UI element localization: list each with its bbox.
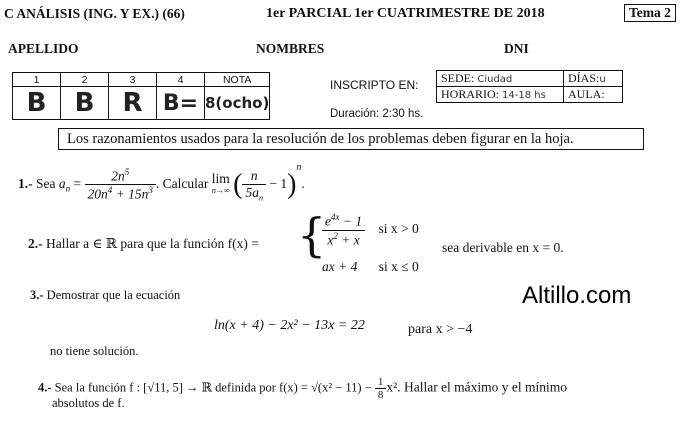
watermark: Altillo.com xyxy=(522,282,632,309)
grade-header-1: 1 xyxy=(13,73,61,87)
an-numerator: $2n^5$ xyxy=(85,167,156,186)
grade-value-nota: 8(ocho) xyxy=(205,87,270,120)
dias-cell xyxy=(564,71,623,87)
grade-header-4: 4 xyxy=(157,73,205,87)
tema-badge: Tema 2 xyxy=(624,4,676,22)
problem-3-intro xyxy=(30,288,180,303)
problem-3-text: Demostrar que la ecuación xyxy=(46,288,181,302)
course-title: C ANÁLISIS (ING. Y EX.) (66) xyxy=(4,6,185,21)
left-paren: ( xyxy=(233,168,243,200)
problem-4-line-2: absolutos de f. xyxy=(52,396,125,410)
problem-1: 1.- Sea $a_n$ = $\frac{2n^5}{20n^4 + 15n^3}$ . Calcular lim n→∞ ( $\frac{n}{5a_n}$ − 1)$^n$. xyxy=(18,162,305,203)
grade-header-3: 3 xyxy=(109,73,157,87)
problem-2-text: Hallar a ∈ ℝ para que la función f(x) = xyxy=(46,236,259,251)
problem-1-sea: Sea xyxy=(36,176,56,191)
problem-2-intro xyxy=(28,236,259,252)
sede-label: SEDE: xyxy=(441,71,475,85)
problem-3-condition: para x > −4 xyxy=(408,322,473,337)
problem-2-tail: sea derivable en x = 0. xyxy=(442,240,564,255)
grade-value-4: B= xyxy=(157,87,205,120)
a-n-symbol: $a_n$ xyxy=(58,176,71,194)
problem-3-tail: no tiene solución. xyxy=(50,344,139,358)
grade-header-nota: NOTA xyxy=(205,73,270,87)
grade-header-2: 2 xyxy=(61,73,109,87)
case-1 xyxy=(322,212,419,248)
problem-4-number: 4.- xyxy=(38,380,52,395)
horario-cell xyxy=(437,87,564,103)
duracion-label: Duración: 2:30 hs. xyxy=(330,108,424,120)
inscripto-label: INSCRIPTO EN: xyxy=(330,78,419,92)
dias-label: DÍAS: xyxy=(568,71,600,85)
case-1-fraction: $\frac{e^{4x} - 1}{x^2 + x}$ xyxy=(322,212,365,248)
nombres-label: NOMBRES xyxy=(256,41,325,56)
calcular-text: . Calcular xyxy=(155,176,209,191)
case-1-condition: si x > 0 xyxy=(378,221,419,237)
case-2-expr: ax + 4 xyxy=(322,259,358,274)
piecewise-brace: { xyxy=(297,208,327,262)
one-eighth-fraction: $\frac{1}{8}$ xyxy=(375,376,387,401)
outer-exponent: n xyxy=(296,162,302,173)
problem-2-number: 2.- xyxy=(28,236,43,251)
problem-1-number: 1.- xyxy=(18,176,33,191)
grades-table xyxy=(12,72,270,120)
problem-3-equation: ln(x + 4) − 2x² − 13x = 22 xyxy=(214,318,365,333)
right-paren: ) xyxy=(287,168,297,200)
an-fraction xyxy=(85,167,156,203)
inner-fraction: $\frac{n}{5a_n}$ xyxy=(242,168,266,203)
grade-value-3: R xyxy=(109,87,157,120)
problem-3-number: 3.- xyxy=(30,288,44,302)
dni-label: DNI xyxy=(504,41,529,56)
sede-cell xyxy=(437,71,564,87)
sede-value: Ciudad xyxy=(477,74,513,85)
problem-4-text: Sea la función f : [√11, 5] → ℝ definida por f(x) = √(x² − 11) − xyxy=(54,380,372,395)
horario-label: HORARIO: xyxy=(441,87,500,101)
minus-one: − 1 xyxy=(269,176,288,191)
case-2 xyxy=(322,259,419,275)
an-denominator: $20n^4 + 15n^3$ xyxy=(87,185,153,202)
case-2-condition: si x ≤ 0 xyxy=(378,259,419,274)
dias-value: u xyxy=(599,74,606,85)
aula-label: AULA: xyxy=(568,87,605,101)
apellido-label: APELLIDO xyxy=(8,41,79,56)
grade-value-2: B xyxy=(61,87,109,120)
instructions-note: Los razonamientos usados para la resolución de los problemas deben figurar en la hoja. xyxy=(58,128,644,150)
problem-4-tail: x². Hallar el máximo y el mínimo xyxy=(386,379,568,395)
limit-operator: lim n→∞ xyxy=(211,170,230,195)
aula-cell xyxy=(564,87,623,103)
sede-table xyxy=(436,70,623,103)
grade-value-1: B xyxy=(13,87,61,120)
exam-title: 1er PARCIAL 1er CUATRIMESTRE DE 2018 xyxy=(266,6,545,21)
equals-sign: = xyxy=(73,176,82,191)
horario-value: 14-18 hs xyxy=(502,90,546,101)
